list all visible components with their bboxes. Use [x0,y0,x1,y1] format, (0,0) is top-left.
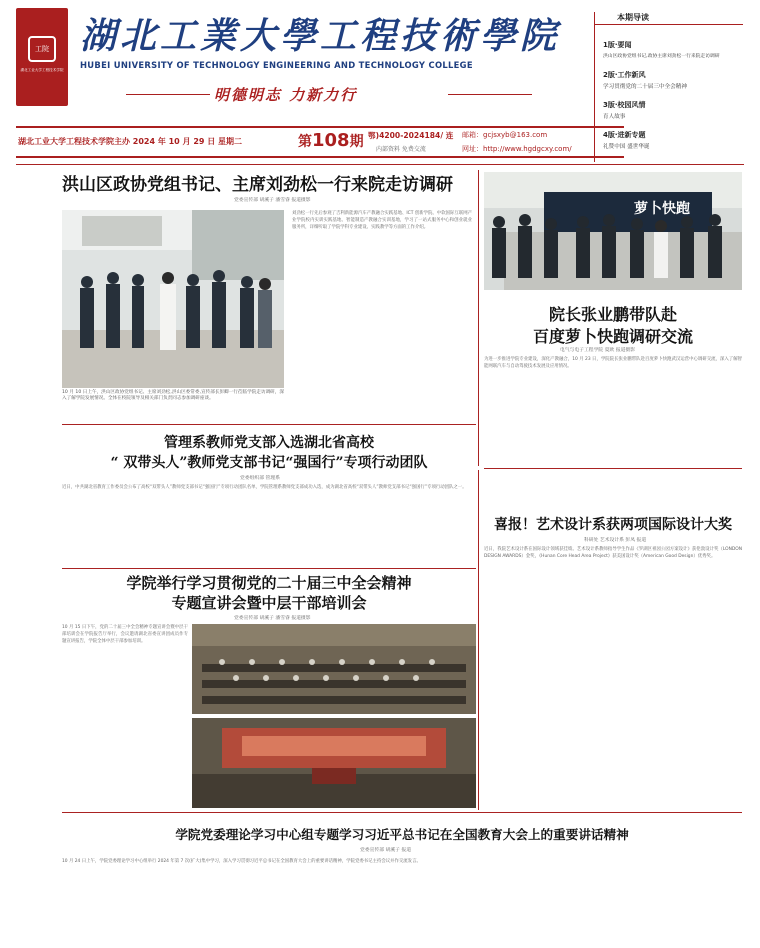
stage-speech-graphic [192,718,476,808]
masthead-title-en: HUBEI UNIVERSITY OF TECHNOLOGY ENGINEERING AND TECHNOLOGY COLLEGE [80,60,473,70]
article1-credit: 党委宣传部 胡溪子 潘雪睿 报道摄影 [234,198,311,203]
guide-title: 本期导读 [617,13,649,22]
article1-photo [62,210,284,388]
article2-credit: 电气与电子工程学院 夏欧 报道摄影 [560,348,636,353]
header-rule [16,164,744,165]
lecture-hall-graphic [192,624,476,714]
website: 网址：http://www.hgdgcxy.com/ [462,145,572,153]
guide-item-page: 4版·进新专题 [603,131,646,139]
guide-item-page: 3版·校园风情 [603,101,646,109]
rule-right-mid [484,468,742,469]
rule-row3 [62,568,476,569]
article6-credit: 党委宣传部 胡溪子 报道 [360,848,412,853]
article4-headline: 喜报！艺术设计系获两项国际设计大奖 [494,517,732,533]
col-divider [478,170,479,466]
article2-photo [484,172,742,290]
article1-caption: 10 月 10 日上午，洪山区政协党组书记、主席刘劲松,洪山区委常委,宣传部长彭卿一行莅临学院走访调研，深入了解学院发展情况。全体在校院领导及相关部门负责同志参加调研座谈。 [62,390,284,402]
guide-item[interactable] [603,40,743,59]
guide-item-title: 学习贯彻党的二十届三中全会精神 [603,84,687,90]
guide-item[interactable] [603,70,743,90]
article2-headline-line1: 院长张业鹏带队赴 [548,305,677,324]
college-seal [16,8,68,106]
article1-headline: 洪山区政协党组书记、主席刘劲松一行来院走访调研 [62,175,453,195]
issn: 鄂)4200-2024184/ 连 [368,131,454,140]
article6-headline: 学院党委理论学习中心组专题学习习近平总书记在全国教育大会上的重要讲话精神 [175,827,629,842]
info-top-rule [16,126,624,128]
guide-item[interactable] [603,100,743,120]
article5-credit: 党委宣传部 胡溪子 潘雪睿 报道摄影 [234,616,311,621]
motto-line-right [448,94,532,95]
seal-emblem-icon: 工院 [28,36,56,62]
guide-box [594,12,744,162]
article4-body [484,546,742,806]
guide-item-page: 1版·要闻 [603,41,632,49]
article6-body [62,858,742,932]
info-bottom-rule [16,156,624,158]
guide-title-rule [595,24,743,25]
article5-body-text: 10 月 15 日下午，党的二十届三中全会精神专题宣讲会暨中层干部培训会在学院报告厅举行，会议邀请湖北省委宣讲团成员作专题宣讲报告，学院全体中层干部参加培训。 [62,625,188,645]
rule-row2 [62,424,476,425]
rule-row4 [62,812,742,813]
guide-item-title: 洪山区政协党组书记,政协主席刘劲松一行来院走访调研 [603,54,720,59]
info-left: 湖北工业大学工程技术学院主办 2024 年 10 月 29 日 星期二 [18,137,243,146]
article5-photo-2 [192,718,476,808]
email: 邮箱：gcjsxyb@163.com [462,131,548,139]
article2-headline-line2: 百度萝卜快跑调研交流 [532,327,693,346]
article2-body-text: 为进一步推进学院专业建设，深化产教融合，10 月 23 日，学院院长张业鹏带队赴百度萝卜快跑武汉运营中心调研交流，深入了解智能网联汽车与自动驾驶技术发展及应用情况。 [484,357,742,370]
col-divider-2 [478,470,479,810]
masthead-title: 湖北工業大學工程技術學院 [80,15,561,57]
article3-credit: 党委组织部 管理系 [240,476,280,481]
guide-item-page: 2版·工作新风 [603,71,646,79]
masthead [16,8,638,126]
article5-headline-line2: 专题宣讲会暨中层干部培训会 [171,594,367,612]
issue-number [298,130,364,151]
info-bar [16,126,624,158]
seal-text: 湖北工业大学工程技术学院 [20,68,64,72]
meeting-photo-graphic [62,210,284,388]
guide-item-title: 育人故事 [603,114,626,120]
article5-headline-line1: 学院举行学习贯彻党的二十届三中全会精神 [126,574,412,592]
article1-body-text: 刘劲松一行先后参观了吉利新能源汽车产教融合实践基地、ICT 创新学院、中软国际互联网产业学院校内实训实践基地、智能制造产教融合实训基地，学习了一站式服务中心和创业就业服务所，详细听取了学院学科专业建设、实践教学等方面的工作介绍。 [292,211,472,231]
issue-num: 108 [312,130,350,151]
article1-body [292,210,472,418]
article6-body-text: 10 月 24 日上午，学院党委理论学习中心组举行 2024 年第 7 次(扩大)集中学习，深入学习贯彻习近平总书记在全国教育大会上的重要讲话精神，学院党委书记主持会议并作交流发言。 [62,859,421,864]
issue-suffix: 期 [349,134,364,150]
article3-headline-line1: 管理系教师党支部入选湖北省高校 [164,435,374,451]
article5-body [62,624,188,804]
article3-body-text: 近日，中共湖北省教育工作委员会公布了高校“双带头人”教师党支部书记“强国行”专项行动团队名单，学院管理系教师党支部成功入选，成为湖北省高校“双带头人”教师党支部书记“强国行”专项行动团队之一。 [62,485,467,490]
article4-credit: 科研处 艺术设计系 彭凤 报道 [584,538,647,543]
issn-sub: 内部资料 免费交流 [376,146,426,153]
article4-body-text: 近日，我院艺术设计系在国际设计领域获佳绩。艺术设计系教师指导学生作品《罗湖区祖园公园方案设计》获伦敦设计奖（LONDON DESIGN AWARDS）金奖，《Hunan Core Head Area Project》获美国设计奖（American Good Design）优秀奖。 [484,547,742,560]
masthead-motto: 明德明志 力新力行 [214,86,358,104]
guide-item[interactable] [603,130,743,150]
baidu-photo-graphic [484,172,742,290]
motto-line-left [126,94,210,95]
issue-prefix: 第 [298,134,312,150]
article5-photo-1 [192,624,476,714]
baidu-sign: 萝卜快跑 [634,201,690,217]
article3-headline-line2: “ 双带头人”教师党支部书记“强国行”专项行动团队 [110,455,428,471]
article3-body [62,484,476,564]
article2-body [484,356,742,460]
guide-item-title: 礼赞中国 盛世华诞 [603,144,650,150]
